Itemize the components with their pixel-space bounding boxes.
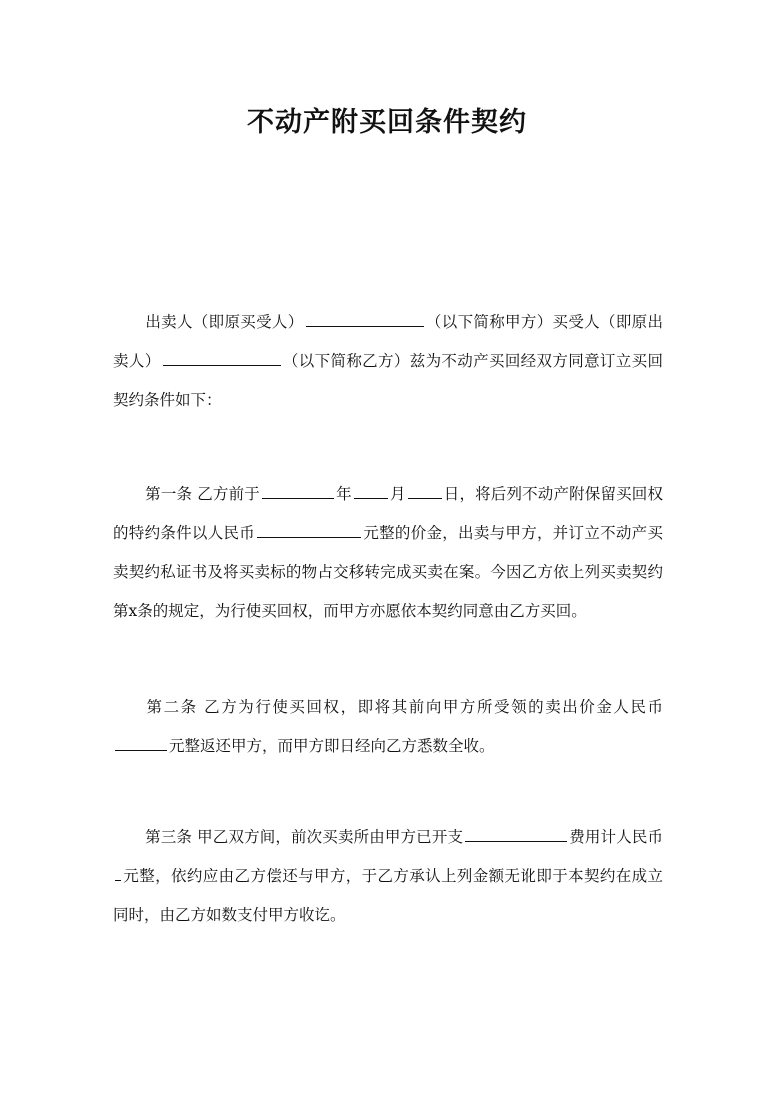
day-blank	[408, 484, 442, 499]
year-label: 年	[335, 485, 352, 503]
article-2-rest: 元整返还甲方，而甲方即日经向乙方悉数全收。	[169, 737, 495, 755]
price-blank	[257, 523, 361, 538]
article-1-paragraph	[113, 475, 663, 631]
year-blank	[262, 484, 334, 499]
month-blank	[354, 484, 388, 499]
party-a-blank	[306, 312, 424, 327]
seller-label: 出卖人（即原买受人）	[145, 313, 304, 331]
article-3-rest: 元整，依约应由乙方偿还与甲方，于乙方承认上列金额无讹即于本契约在成立同时，由乙方如数支付甲方收讫。	[113, 867, 663, 924]
article-2-paragraph	[113, 688, 663, 766]
article-3-middle: 费用计人民币	[569, 828, 663, 846]
article-2-intro: 第二条 乙方为行使买回权，即将其前向甲方所受领的卖出价金人民币	[145, 698, 663, 716]
refund-amount-blank	[115, 736, 167, 751]
party-b-blank	[163, 351, 281, 366]
article-1-intro: 第一条 乙方前于	[145, 485, 260, 503]
expense-amount-blank	[115, 866, 121, 881]
preamble-paragraph	[113, 303, 663, 420]
expense-blank	[465, 827, 567, 842]
article-3-intro: 第三条 甲乙双方间，前次买卖所由甲方已开支	[145, 828, 464, 846]
article-3-paragraph	[113, 818, 663, 935]
article-1-rest: 元整的价金，出卖与甲方，并订立不动产买卖契约私证书及将买卖标的物占交移转完成买卖在案。今因乙方依上列买卖契约第x条的规定，为行使买回权，而甲方亦愿依本契约同意由乙方买回。	[113, 524, 663, 620]
document-title: 不动产附买回条件契约	[247, 107, 527, 138]
month-label: 月	[389, 485, 406, 503]
article-1-middle: 日，将后列不动产附保留买回权的特约条件以人民币	[113, 485, 663, 542]
buyer-label: （以下简称甲方）买受人（即原出卖人）	[113, 313, 663, 370]
preamble-rest: （以下简称乙方）兹为不动产买回经双方同意订立买回契约条件如下：	[113, 352, 663, 409]
